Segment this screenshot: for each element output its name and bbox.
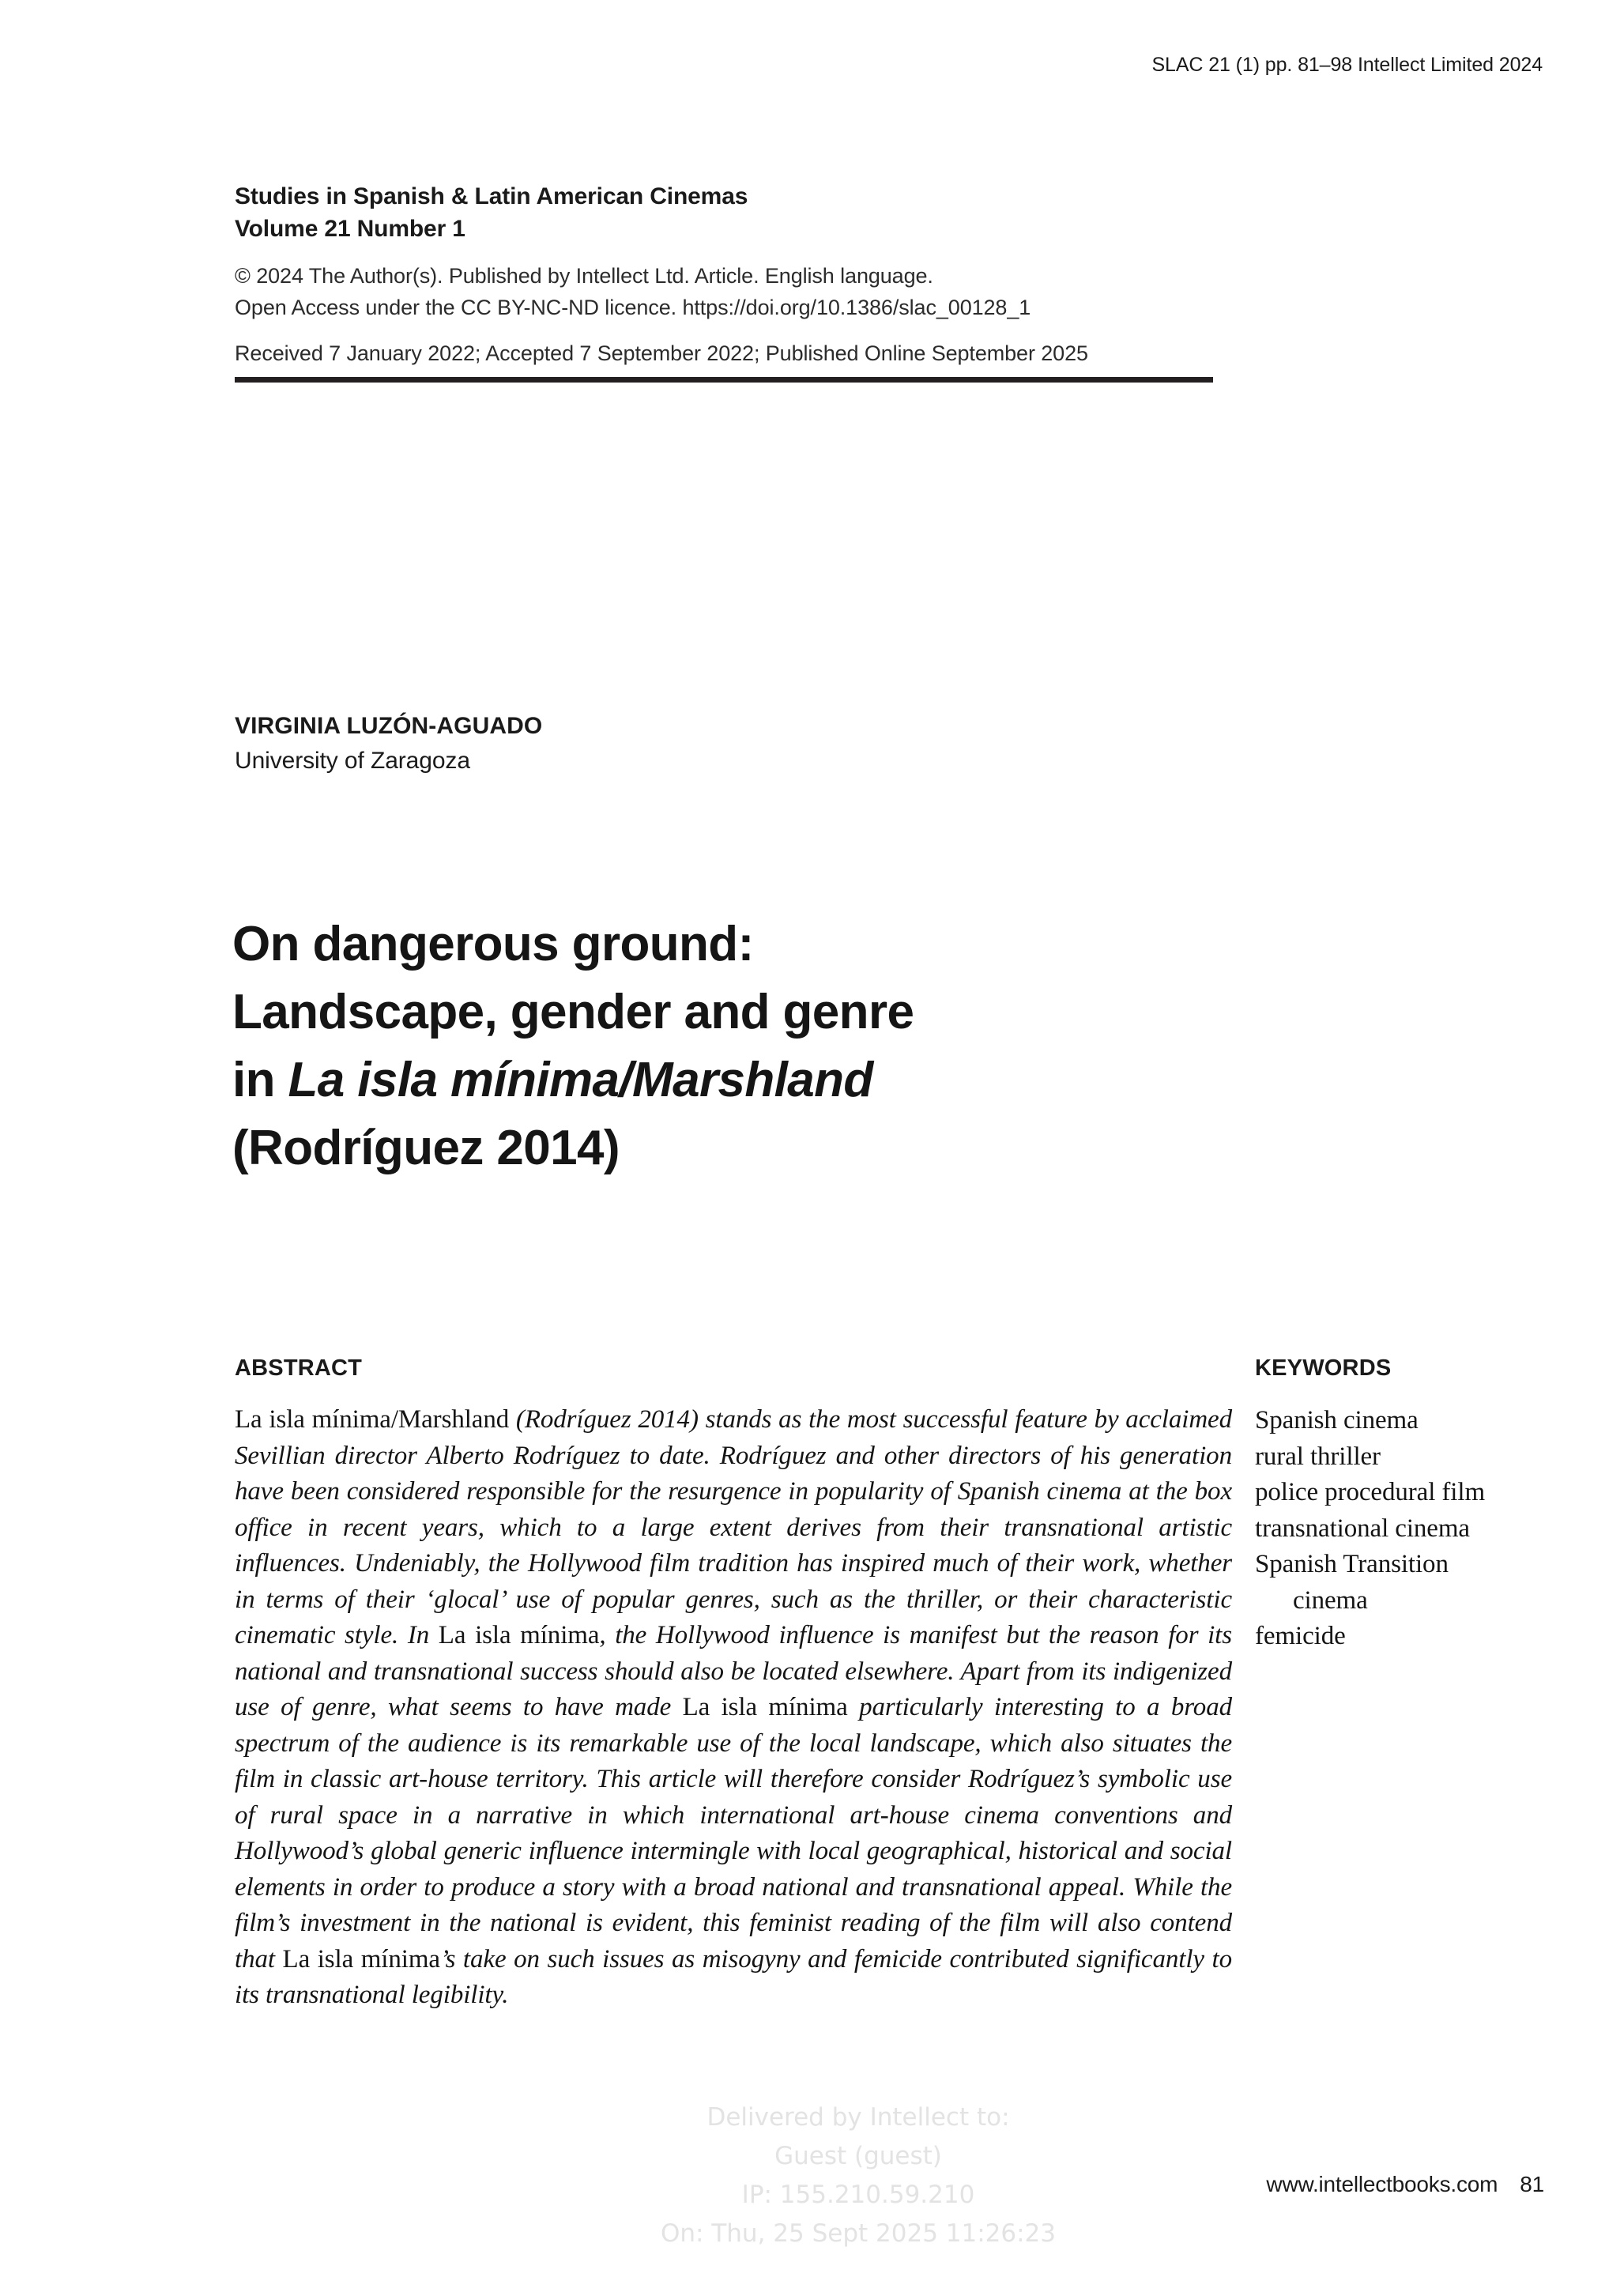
page-number: 81 bbox=[1520, 2172, 1544, 2196]
watermark-line-ip: IP: 155.210.59.210 bbox=[741, 2181, 975, 2209]
delivery-watermark bbox=[503, 2098, 1214, 2253]
publication-dates-line: Received 7 January 2022; Accepted 7 September 2022; Published Online September 2025 bbox=[235, 341, 1088, 365]
copyright-line: © 2024 The Author(s). Published by Intellect Ltd. Article. English language. bbox=[235, 264, 933, 288]
abstract-run-2: , the Hollywood influence is manifest but the reason for its national and transnational success should also be located elsewhere. Apart from its indigenized use of genre, what seems to have made bbox=[235, 1621, 1232, 1721]
watermark-line-user: Guest (guest) bbox=[774, 2142, 942, 2170]
publisher-website: www.intellectbooks.com bbox=[1266, 2172, 1498, 2196]
keyword-item: Spanish Transition bbox=[1255, 1550, 1449, 1578]
author-block bbox=[235, 709, 1230, 778]
keyword-item: transnational cinema bbox=[1255, 1514, 1470, 1543]
abstract-film-title-2: La isla mínima bbox=[438, 1621, 600, 1649]
abstract-run-4: ’s take on such issues as misogyny and femicide contributed significantly to its transnational legibility. bbox=[235, 1944, 1232, 2009]
title-line-1: On dangerous ground: bbox=[232, 916, 754, 971]
abstract-film-title-1: La isla mínima/Marshland bbox=[235, 1405, 510, 1434]
watermark-line-delivered-to: Delivered by Intellect to: bbox=[706, 2103, 1010, 2132]
abstract-heading: ABSTRACT bbox=[235, 1355, 363, 1381]
keywords-section bbox=[1255, 1355, 1587, 1655]
keyword-item-continuation: cinema bbox=[1293, 1585, 1368, 1615]
keyword-item: police procedural film bbox=[1255, 1478, 1486, 1506]
abstract-section bbox=[235, 1355, 1232, 2014]
abstract-text bbox=[235, 1402, 1232, 2014]
title-line-3-film: La isla mínima/Marshland bbox=[288, 1052, 873, 1107]
keyword-item: Spanish cinema bbox=[1255, 1406, 1419, 1434]
abstract-film-title-3: La isla mínima bbox=[682, 1693, 848, 1721]
author-affiliation: University of Zaragoza bbox=[235, 748, 470, 774]
page-footer bbox=[1266, 2172, 1544, 2197]
keyword-item: femicide bbox=[1255, 1622, 1346, 1650]
licence-line: Open Access under the CC BY-NC-ND licence. https://doi.org/10.1386/slac_00128_1 bbox=[235, 296, 1031, 319]
abstract-film-title-4: La isla mínima bbox=[282, 1944, 440, 1974]
author-name: VIRGINIA LUZÓN-AGUADO bbox=[235, 713, 543, 739]
keyword-item: rural thriller bbox=[1255, 1442, 1381, 1471]
page-title bbox=[232, 910, 1260, 1182]
journal-masthead bbox=[235, 180, 1223, 369]
title-line-3-prefix: in bbox=[232, 1052, 288, 1107]
keywords-list bbox=[1255, 1403, 1587, 1655]
abstract-run-1: (Rodríguez 2014) stands as the most successful feature by acclaimed Sevillian director Alberto Rodríguez to date. Rodríguez and other directors of his generation have been considered responsible for the resurgence in popularity of Spanish cinema at the box office in recent years, which to a large extent derives from their transnational artistic influences. Undeniably, the Hollywood film tradition has inspired much of their work, whether in terms of their ‘glocal’ use of popular genres, such as the thriller, or their characteristic cinematic style. In bbox=[235, 1405, 1233, 1649]
masthead-divider bbox=[235, 377, 1213, 383]
keywords-heading: KEYWORDS bbox=[1255, 1355, 1392, 1381]
journal-title: Studies in Spanish & Latin American Cinemas bbox=[235, 183, 748, 209]
title-line-2: Landscape, gender and genre bbox=[232, 984, 914, 1039]
journal-volume: Volume 21 Number 1 bbox=[235, 216, 465, 242]
watermark-line-timestamp: On: Thu, 25 Sept 2025 11:26:23 bbox=[661, 2219, 1056, 2248]
running-head: SLAC 21 (1) pp. 81–98 Intellect Limited 2024 bbox=[1151, 54, 1543, 76]
title-line-4: (Rodríguez 2014) bbox=[232, 1120, 620, 1175]
abstract-run-3: particularly interesting to a broad spectrum of the audience is its remarkable use of the local landscape, which also situates the film in classic art-house territory. This article will therefore consider Rodríguez’s symbolic use of rural space in a narrative in which international art-house cinema conventions and Hollywood’s global generic influence intermingle with local geographical, historical and social elements in order to produce a story with a broad national and transnational appeal. While the film’s investment in the national is evident, this feminist reading of the film will also contend that bbox=[235, 1693, 1232, 1974]
